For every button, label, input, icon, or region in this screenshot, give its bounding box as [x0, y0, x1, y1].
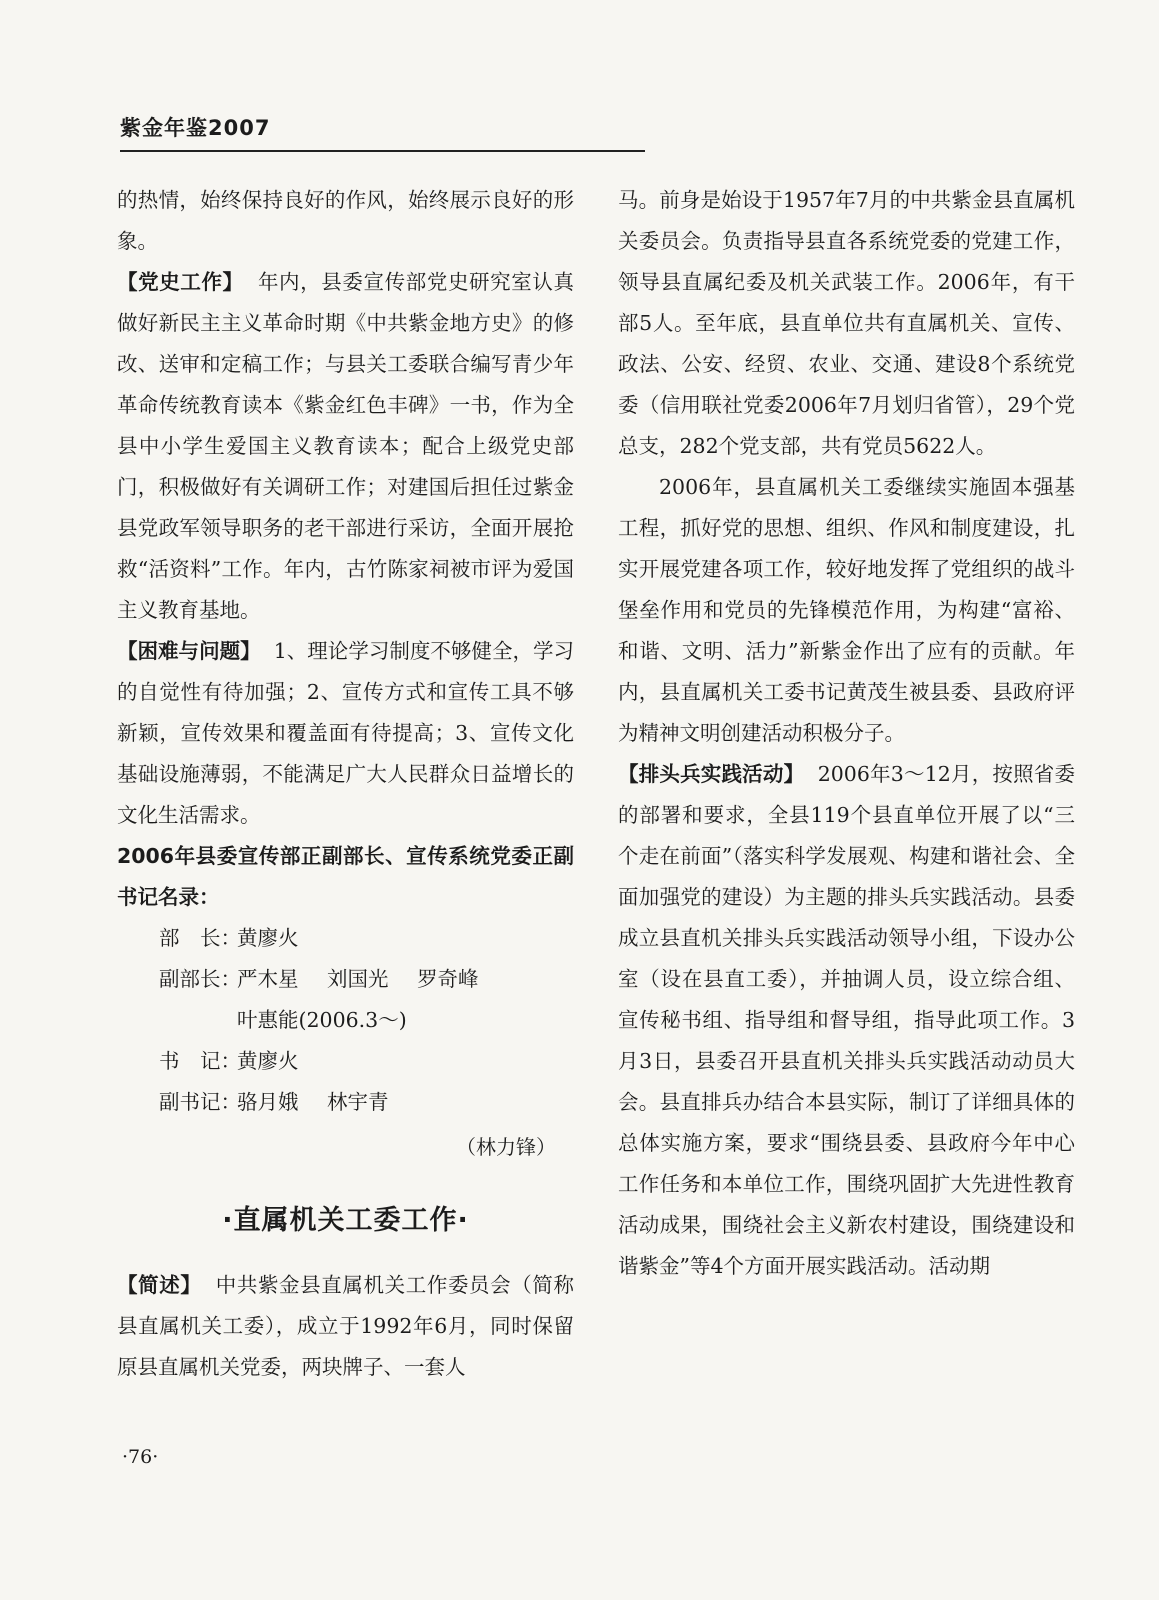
roster-row: [117, 1082, 574, 1123]
section-tag-vanguard: 【排头兵实践活动】: [618, 762, 805, 786]
roster-row-continuation: 叶惠能(2006.3～): [237, 1008, 407, 1032]
roster-label: 副书记：: [159, 1090, 241, 1114]
roster-name: 刘国光: [327, 967, 389, 991]
running-header: [120, 112, 645, 152]
roster-name: 严木星: [237, 967, 299, 991]
roster-row: [117, 1041, 574, 1082]
paragraph-overview: [117, 1265, 574, 1388]
roster-names: [237, 959, 501, 1000]
paragraph-continuation: 的热情，始终保持良好的作风，始终展示良好的形象。: [117, 188, 574, 253]
section-tag-problems: 【困难与问题】: [117, 639, 261, 663]
roster-names: [237, 1082, 411, 1123]
paragraph-party-history: [117, 262, 574, 631]
section-tag-party-history: 【党史工作】: [117, 270, 244, 294]
page-number: ·76·: [122, 1446, 159, 1468]
roster-label: 部 长：: [159, 926, 241, 950]
paragraph-overview-continued: 马。前身是始设于1957年7月的中共紫金县直属机关委员会。负责指导县直各系统党委的党建工作，领导县直属纪委及机关武装工作。2006年，有干部5人。至年底，县直单位共有直属机关、宣传、政法、公安、经贸、农业、交通、建设8个系统党委（信用联社党委2006年7月划归省管），29个党总支，282个党支部，共有党员5622人。: [618, 188, 1075, 458]
roster-name: 骆月娥: [237, 1090, 299, 1114]
left-column: [117, 180, 574, 1388]
roster-name: 黄廖火: [237, 1049, 299, 1073]
paragraph-problems: [117, 631, 574, 836]
roster-list: [117, 918, 574, 1123]
roster-name: 林宇青: [327, 1090, 389, 1114]
author-credit: （林力锋）: [456, 1135, 556, 1159]
party-history-text: 年内，县委宣传部党史研究室认真做好新民主主义革命时期《中共紫金地方史》的修改、送审和定稿工作；与县关工委联合编写青少年革命传统教育读本《紫金红色丰碑》一书，作为全县中小学生爱国主义教育读本；配合上级党史部门，积极做好有关调研工作；对建国后担任过紫金县党政军领导职务的老干部进行采访，全面开展抢救“活资料”工作。年内，古竹陈家祠被市评为爱国主义教育基地。: [117, 270, 574, 622]
roster-label: 副部长：: [159, 967, 241, 991]
roster-names: [237, 918, 321, 959]
roster-row: [117, 918, 574, 959]
paragraph-vanguard-activity: [618, 754, 1075, 1287]
right-column: [618, 180, 1075, 1287]
vanguard-text: 2006年3～12月，按照省委的部署和要求，全县119个县直单位开展了以“三个走在前面”（落实科学发展观、构建和谐社会、全面加强党的建设）为主题的排头兵实践活动。县委成立县直机关排头兵实践活动领导小组，下设办公室（设在县直工委），并抽调人员，设立综合组、宣传秘书组、指导组和督导组，指导此项工作。3月3日，县委召开县直机关排头兵实践活动动员大会。县直排兵办结合本县实际，制订了详细具体的总体实施方案，要求“围绕县委、县政府今年中心工作任务和本单位工作，围绕巩固扩大先进性教育活动成果，围绕社会主义新农村建设，围绕建设和谐紫金”等4个方面开展实践活动。活动期: [618, 762, 1075, 1278]
yearbook-title: 紫金年鉴2007: [120, 116, 271, 140]
roster-row: [117, 959, 574, 1000]
paragraph-2006-work: 2006年，县直属机关工委继续实施固本强基工程，抓好党的思想、组织、作风和制度建设，扎实开展党建各项工作，较好地发挥了党组织的战斗堡垒作用和党员的先锋模范作用，为构建“富裕、和谐、文明、活力”新紫金作出了应有的贡献。年内，县直属机关工委书记黄茂生被县委、县政府评为精神文明创建活动积极分子。: [618, 475, 1075, 745]
problems-text: 1、理论学习制度不够健全，学习的自觉性有待加强；2、宣传方式和宣传工具不够新颖，宣传效果和覆盖面有待提高；3、宣传文化基础设施薄弱，不能满足广大人民群众日益增长的文化生活需求。: [117, 639, 574, 827]
section-tag-overview: 【简述】: [117, 1273, 202, 1297]
roster-name: 罗奇峰: [417, 967, 479, 991]
roster-label: 书 记：: [159, 1049, 241, 1073]
roster-names: [237, 1041, 321, 1082]
roster-title: 2006年县委宣传部正副部长、宣传系统党委正副书记名录：: [117, 844, 574, 909]
roster-name: 黄廖火: [237, 926, 299, 950]
section-heading: ·直属机关工委工作·: [222, 1205, 469, 1236]
overview-text: 中共紫金县直属机关工作委员会（简称县直属机关工委），成立于1992年6月，同时保留原县直属机关党委，两块牌子、一套人: [117, 1273, 575, 1379]
